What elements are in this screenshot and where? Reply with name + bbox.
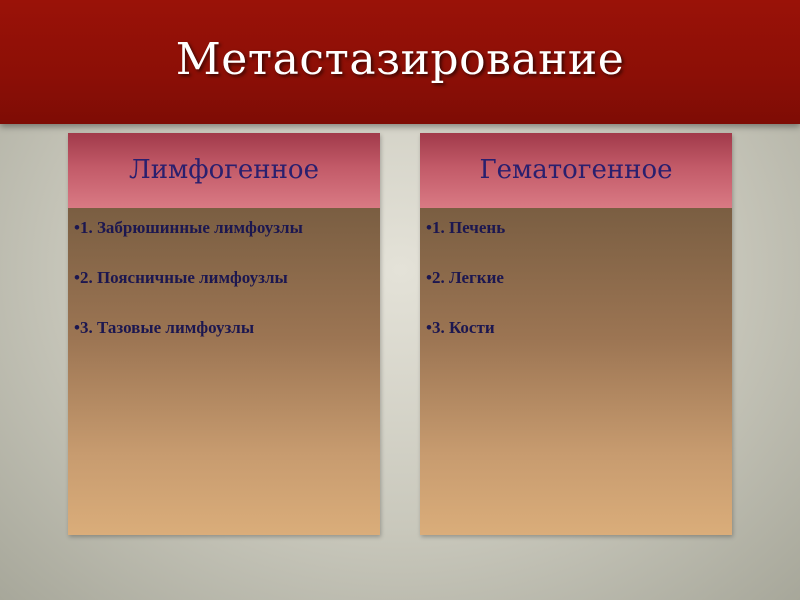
list-item-text: 1. Печень [431,218,506,237]
list-item [426,316,721,340]
column-body [68,208,380,535]
list-item [426,266,721,290]
column-header [420,133,732,209]
bullet-icon: • [74,318,80,337]
list-item-text: 1. Забрюшинные лимфоузлы [79,218,303,237]
bullet-icon: • [426,268,432,287]
bullet-icon: • [74,268,80,287]
title-bar [0,0,800,124]
list-item-text: 2. Поясничные лимфоузлы [79,268,288,287]
column-hematogenous [420,133,732,535]
bullet-icon: • [426,318,432,337]
list-item [74,316,369,340]
item-list [426,216,721,366]
bullet-icon: • [74,218,80,237]
list-item-text: 3. Кости [431,318,495,337]
list-item-text: 3. Тазовые лимфоузлы [79,318,255,337]
list-item-text: 2. Легкие [431,268,504,287]
column-header [68,133,380,209]
list-item [74,216,369,240]
list-item [74,266,369,290]
column-header-label: Гематогенное [479,155,673,185]
list-item [426,216,721,240]
column-lymphogenous [68,133,380,535]
column-header-label: Лимфогенное [129,155,319,185]
column-body [420,208,732,535]
slide-title: Метастазирование [175,34,625,85]
bullet-icon: • [426,218,432,237]
item-list [74,216,369,366]
